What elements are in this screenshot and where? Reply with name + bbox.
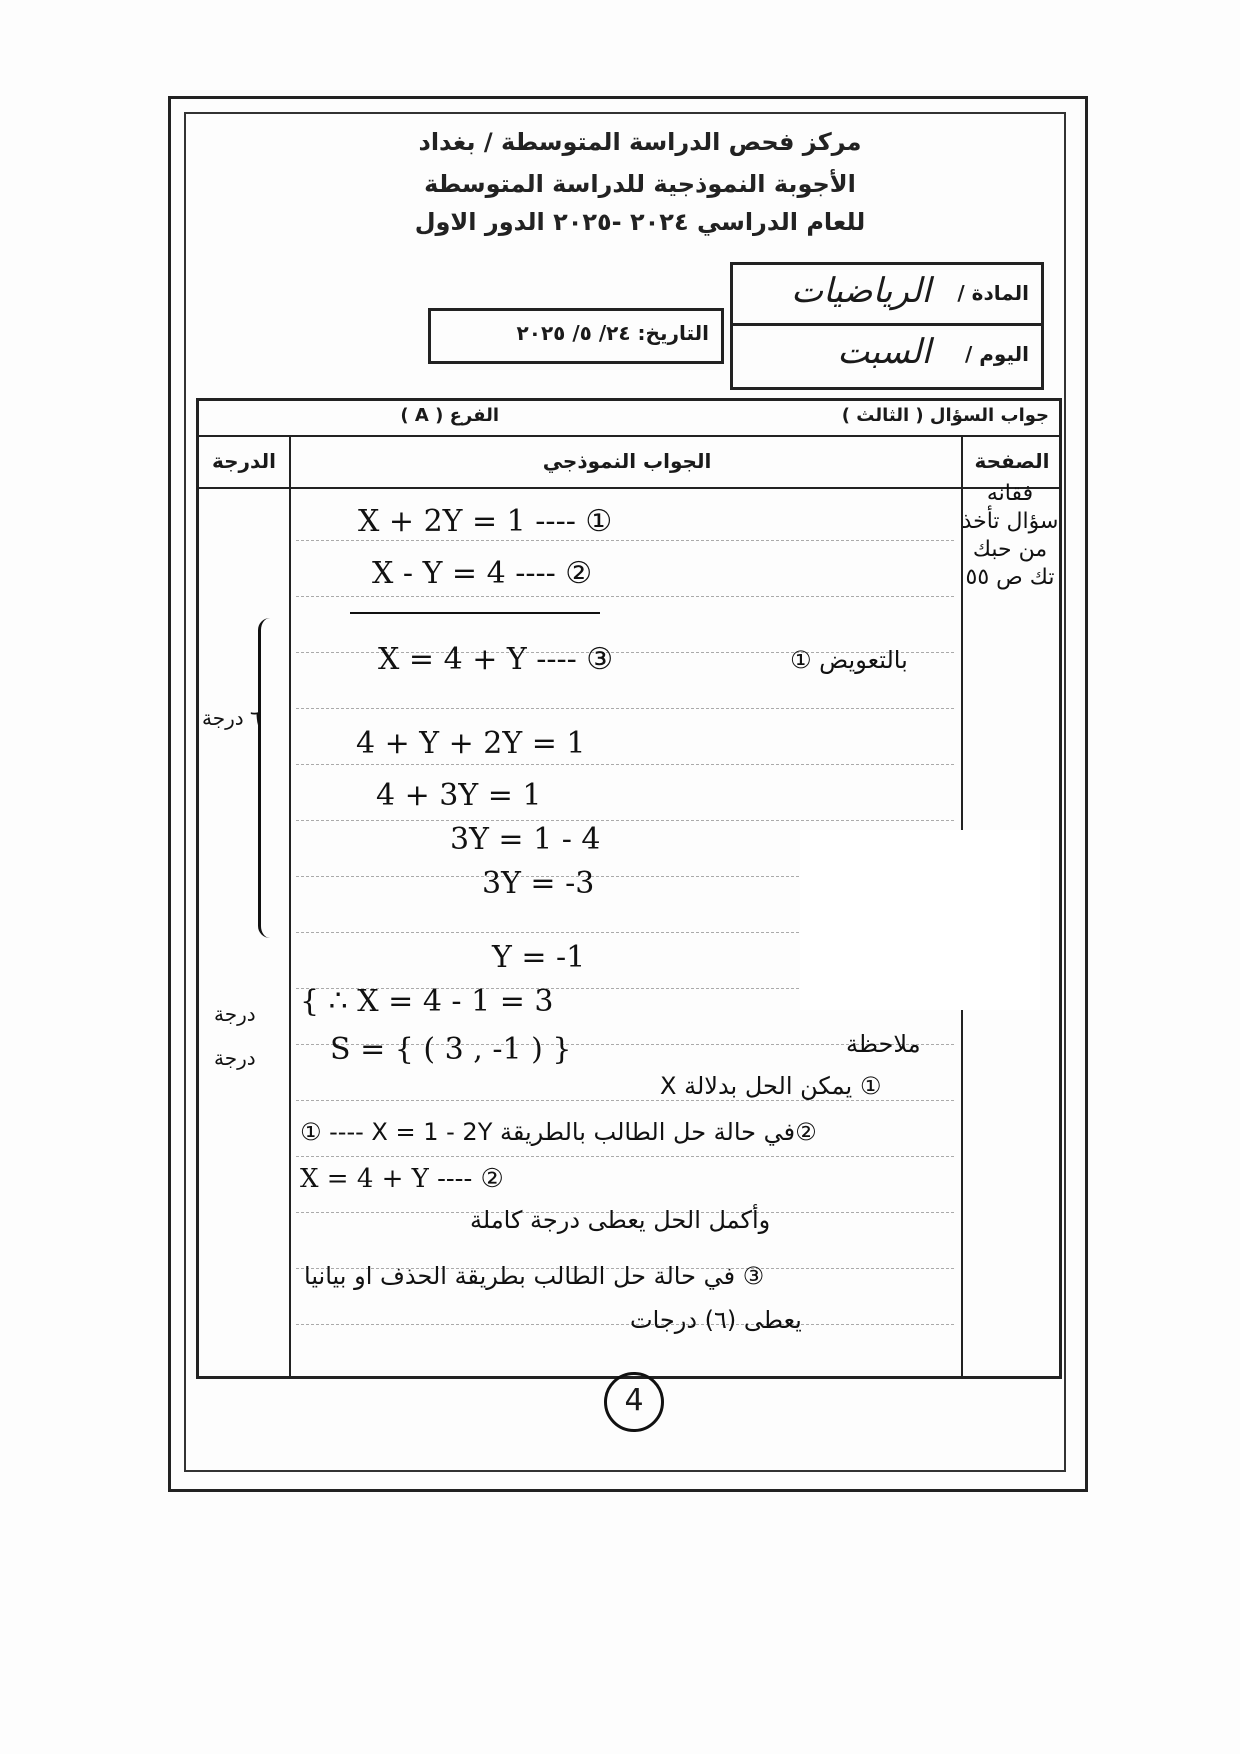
- notes-title: ملاحظة: [846, 1030, 921, 1058]
- note-2-conclusion: وأكمل الحل يعطى درجة كاملة: [470, 1206, 771, 1234]
- ruled-line: [296, 1100, 954, 1101]
- y-result: Y = -1: [492, 940, 586, 975]
- ruled-line: [296, 820, 954, 821]
- redacted-area: [800, 830, 1040, 1010]
- day-value: السبت: [837, 332, 931, 372]
- note-1: ① يمكن الحل بدلالة X: [660, 1072, 882, 1100]
- step-1: 4 + Y + 2Y = 1: [356, 726, 586, 761]
- x-result: { ∴ X = 4 - 1 = 3: [300, 984, 554, 1019]
- column-answer-header: الجواب النموذجي: [289, 435, 963, 489]
- equation-2: X - Y = 4 ---- ②: [372, 556, 593, 591]
- ruled-line: [296, 1324, 954, 1325]
- subject-day-box: [730, 262, 1044, 390]
- step-2: 4 + 3Y = 1: [376, 778, 542, 813]
- day-row: [733, 326, 1041, 384]
- page-number: 4: [604, 1372, 664, 1432]
- question-title-row: [199, 401, 1059, 435]
- grade-2: درجة: [214, 1046, 256, 1070]
- date-text: التاريخ: ٢٤/ ٥/ ٢٠٢٥: [516, 321, 709, 345]
- header-center-title: مركز فحص الدراسة المتوسطة / بغداد: [418, 128, 862, 156]
- step-4: 3Y = -3: [482, 866, 595, 901]
- equation-3: X = 4 + Y ---- ③: [378, 642, 614, 677]
- header-academic-year: للعام الدراسي ٢٠٢٤ -٢٠٢٥ الدور الاول: [414, 208, 866, 236]
- ruled-line: [296, 764, 954, 765]
- grade-1: درجة: [214, 1002, 256, 1026]
- separator-line: [350, 612, 600, 614]
- subject-value: الرياضيات: [791, 271, 931, 311]
- column-divider: [289, 485, 291, 1376]
- grade-brace: [258, 618, 279, 938]
- subject-label: المادة /: [957, 281, 1029, 305]
- substitution-label: بالتعويض ①: [790, 646, 908, 674]
- date-box: [428, 308, 724, 364]
- question-branch: الفرع ( A ): [400, 405, 499, 426]
- ruled-line: [296, 1156, 954, 1157]
- note-3-grade: يعطى (٦) درجات: [630, 1306, 802, 1334]
- subject-row: [733, 265, 1041, 326]
- grade-main: ٦ درجة: [202, 706, 261, 730]
- ruled-line: [296, 708, 954, 709]
- ruled-line: [296, 540, 954, 541]
- day-label: اليوم /: [965, 342, 1029, 366]
- page-reference-note: فقانه سؤال تأخذ من حبك تك ص ٥٥: [961, 481, 1059, 590]
- column-page-header: الصفحة: [961, 435, 1061, 489]
- column-grade-header: الدرجة: [199, 435, 289, 489]
- solution-set: S = { ( 3 , -1 ) }: [330, 1032, 572, 1067]
- ruled-line: [296, 596, 954, 597]
- header-model-answers: الأجوبة النموذجية للدراسة المتوسطة: [424, 170, 856, 198]
- question-title: جواب السؤال ( الثالث ): [841, 405, 1049, 426]
- equation-1: X + 2Y = 1 ---- ①: [358, 504, 613, 539]
- note-2-equation: X = 4 + Y ---- ②: [300, 1164, 504, 1194]
- note-2: ②في حالة حل الطالب بالطريقة X = 1 - 2Y ---- ①: [300, 1118, 817, 1146]
- note-3: ③ في حالة حل الطالب بطريقة الحذف او بيانيا: [304, 1262, 765, 1290]
- step-3: 3Y = 1 - 4: [450, 822, 601, 857]
